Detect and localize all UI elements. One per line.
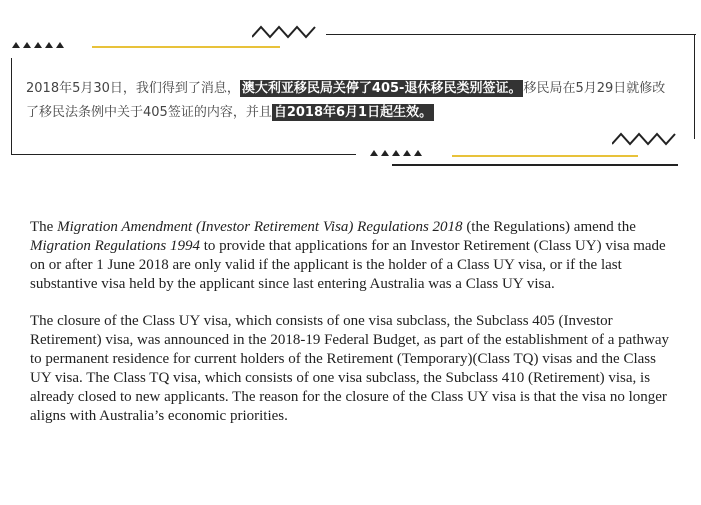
frame-bottom-accent-line (392, 164, 678, 166)
p1-text-c: (the Regulations) amend the (462, 219, 636, 235)
frame-left-border (11, 58, 12, 155)
intro-part2: 移民局在5月29日就修改了移民法条例中关于405签证的内容，并且 (26, 81, 666, 120)
zigzag-ornament-top (252, 25, 318, 39)
intro-highlight-2: 自2018年6月1日起生效。 (273, 105, 433, 120)
zigzag-ornament-bottom (612, 132, 678, 146)
document-excerpt (30, 218, 670, 444)
paragraph-2: The closure of the Class UY visa, which consists of one visa subclass, the Subclass 405 (Investor Retirement) visa, was announced in the 2018-19 Federal Budget, as part of the establishment of a pathway to permanent residence for current holders of the Retirement (Temporary)(Class TQ) visas and the Class UY visa. The Class TQ visa, which consists of one visa subclass, the Subclass 410 (Retirement) visa, is already closed to new applicants. The reason for the closure of the Class UY visa is that the visa no longer aligns with Australia’s economic priorities. (30, 313, 669, 424)
p1-text-e: to provide that applications for an Investor Retirement (Class UY) visa made on or after 1 June 2018 are only valid if the applicant is the holder of a Class UY visa, or if the last substantive visa held by the applicant since last entering Australia was a Class UY visa. (30, 238, 666, 292)
paragraph-1 (30, 218, 670, 294)
gold-accent-line-bottom (452, 155, 638, 157)
frame-bottom-border (11, 154, 356, 155)
intro-highlight-1: 澳大利亚移民局关停了405-退休移民类别签证。 (241, 81, 522, 96)
frame-top-border (326, 34, 696, 35)
intro-part1: 2018年5月30日，我们得到了消息， (26, 81, 240, 96)
frame-right-border (694, 34, 695, 139)
intro-text (26, 77, 666, 125)
triangle-ornament-top (12, 42, 64, 48)
gold-accent-line-top (92, 46, 280, 48)
intro-card (0, 0, 701, 205)
p1-migration-regulations-title: Migration Regulations 1994 (30, 238, 200, 254)
p1-text-a: The (30, 219, 58, 235)
p1-regulation-title: Migration Amendment (Investor Retirement Visa) Regulations 2018 (57, 219, 463, 235)
triangle-ornament-bottom (370, 150, 422, 156)
